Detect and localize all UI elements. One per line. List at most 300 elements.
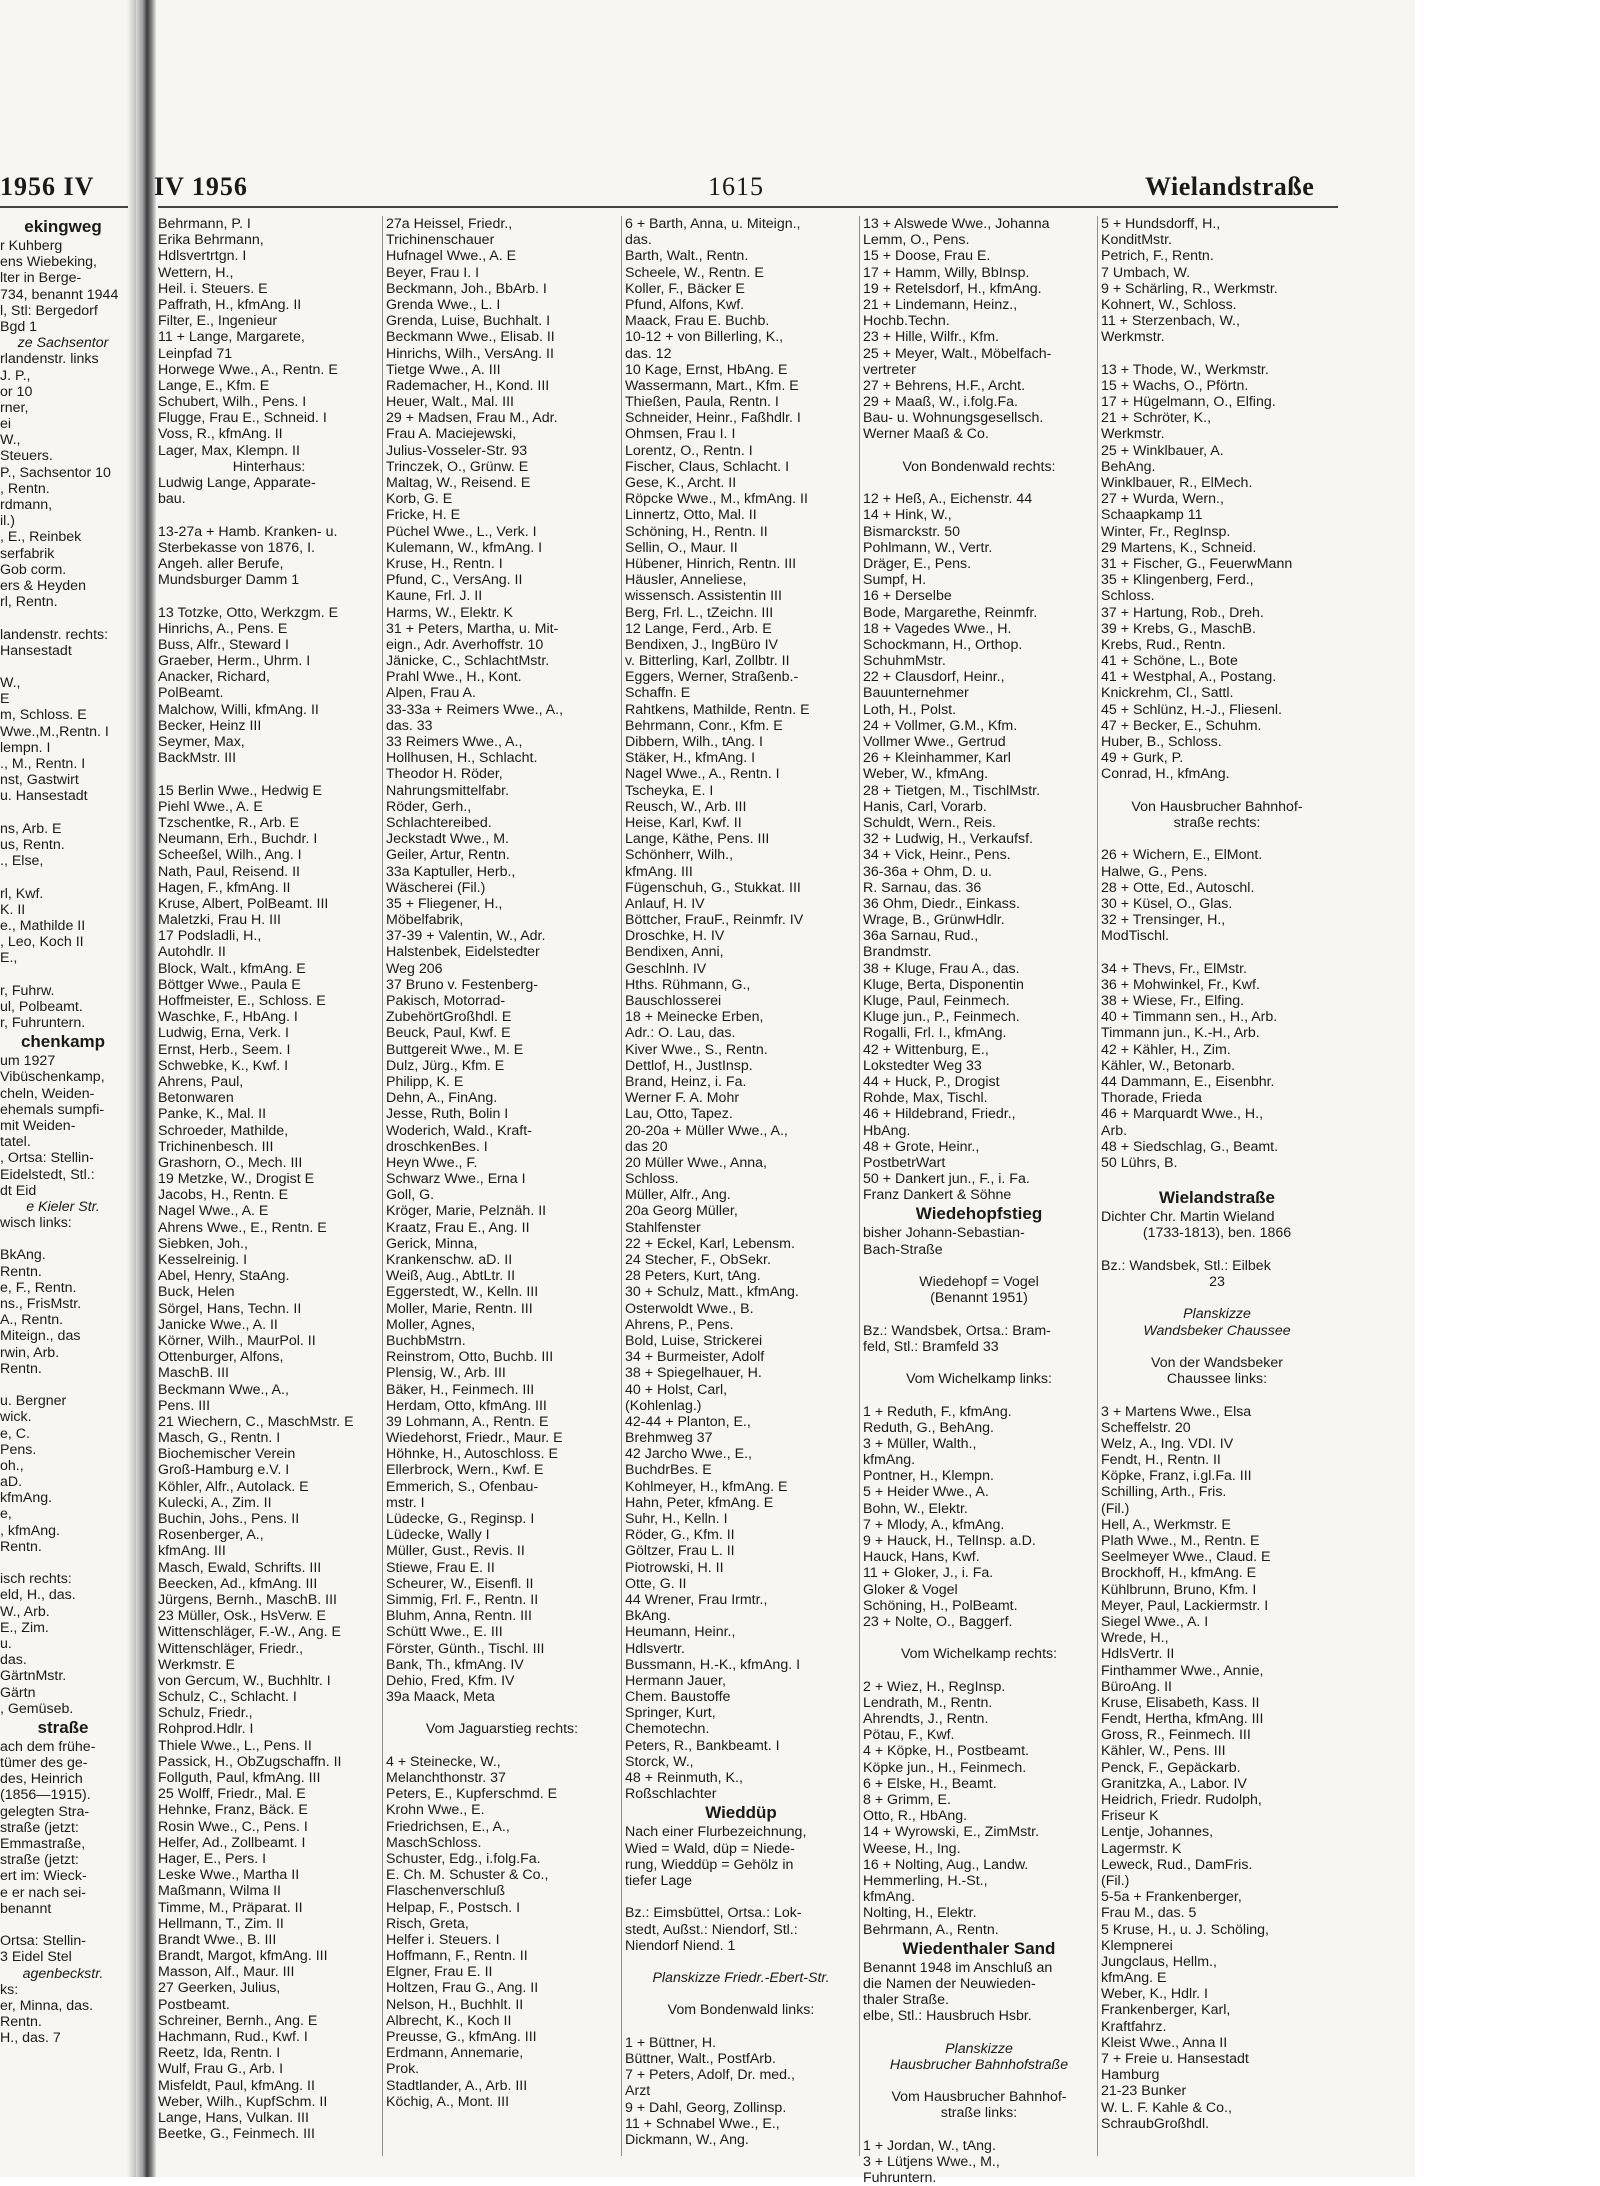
directory-line: Lorentz, O., Rentn. I	[625, 442, 753, 459]
directory-line: straße rechts:	[1173, 814, 1261, 831]
directory-line: Reetz, Ida, Rentn. I	[158, 2045, 281, 2062]
directory-line: Bz.: Wandsbek, Stl.: Eilbek	[1101, 1257, 1271, 1274]
directory-line: 32 + Ludwig, H., Verkaufsf.	[863, 831, 1033, 848]
directory-line: Maßmann, Wilma II	[158, 1883, 281, 1900]
directory-line: 29 + Madsen, Frau M., Adr.	[386, 410, 558, 427]
directory-line	[625, 1889, 857, 1905]
directory-line: Siegel Wwe., A. I	[1101, 1613, 1209, 1630]
directory-line: Böttcher, FrauF., Reinmfr. IV	[625, 912, 804, 929]
street-section-heading: straße	[37, 1717, 89, 1737]
directory-line: Hellmann, T., Zim. II	[158, 1915, 284, 1932]
directory-line: 44 Wrener, Frau Irmtr.,	[625, 1591, 768, 1608]
directory-line: Storck, W.,	[625, 1753, 694, 1770]
directory-line: Trichinenbesch. III	[158, 1138, 274, 1155]
directory-line: E.,	[0, 950, 18, 967]
directory-line: , Ortsa: Stellin-	[0, 1150, 94, 1167]
directory-line: 36-36a + Ohm, D. u.	[863, 863, 992, 880]
directory-line: Buttgereit Wwe., M. E	[386, 1041, 524, 1058]
page-number: 1615	[708, 172, 764, 201]
directory-line: Bismarckstr. 50	[863, 523, 960, 540]
directory-line: Jungclaus, Hellm.,	[1101, 1953, 1217, 1970]
directory-line: Werner F. A. Mohr	[625, 1090, 740, 1107]
directory-line: Röder, G., Kfm. II	[625, 1527, 735, 1544]
directory-line: ze Sachsentor	[17, 335, 109, 352]
directory-line: ehemals sumpfi-	[0, 1101, 105, 1118]
directory-line: Lange, Käthe, Pens. III	[625, 831, 770, 848]
directory-line: 24 Stecher, F., ObSekr.	[625, 1252, 771, 1268]
directory-line: Schulz, Friedr.,	[158, 1705, 253, 1722]
directory-line: 3 + Lütjens Wwe., M.,	[863, 2153, 1000, 2170]
directory-line: Penck, F., Gepäckarb.	[1101, 1759, 1241, 1776]
header-rule	[158, 206, 1338, 208]
directory-line: 1 + Reduth, F., kfmAng.	[863, 1403, 1012, 1420]
directory-line: 20 Müller Wwe., Anna,	[625, 1154, 767, 1171]
directory-line: Loth, H., Polst.	[863, 701, 957, 718]
directory-line: Angeh. aller Berufe,	[158, 555, 284, 572]
directory-line	[1101, 1290, 1333, 1306]
directory-line: 27 + Wurda, Wern.,	[1101, 491, 1224, 508]
directory-line: Weg 206	[386, 960, 443, 977]
directory-line: 22 + Eckel, Karl, Lebensm.	[625, 1235, 795, 1252]
directory-line: BehAng.	[1101, 458, 1156, 475]
directory-line: mstr. I	[386, 1494, 425, 1511]
directory-line: Hochb.Techn.	[863, 313, 950, 330]
directory-line: 48 + Reinmuth, K.,	[625, 1770, 743, 1786]
directory-line: Friseur K	[1101, 1808, 1159, 1825]
directory-line	[0, 1231, 126, 1247]
directory-line: Röpcke Wwe., M., kfmAng. II	[625, 491, 808, 508]
directory-line: Timmann jun., K.-H., Arb.	[1101, 1025, 1260, 1042]
directory-line: Göltzer, Frau L. II	[625, 1543, 735, 1560]
directory-line: 31 + Fischer, G., FeuerwMann	[1101, 555, 1293, 572]
directory-line: kfmAng.	[863, 1452, 916, 1469]
directory-line	[1101, 346, 1333, 362]
directory-line: Bold, Luise, Strickerei	[625, 1332, 763, 1349]
directory-line: Masch, G., Rentn. I	[158, 1430, 281, 1447]
directory-line: W.,	[0, 432, 21, 449]
directory-line: Emmerich, S., Ofenbau-	[386, 1478, 539, 1495]
directory-line: Nagel Wwe., A., Rentn. I	[625, 766, 780, 783]
directory-line: Fischer, Claus, Schlacht. I	[625, 458, 790, 475]
directory-line: 4 + Köpke, H., Postbeamt.	[863, 1743, 1030, 1760]
directory-line: Hdlsvertrtgn. I	[158, 248, 247, 265]
directory-line: 8 + Grimm, E.	[863, 1792, 951, 1808]
directory-line: 34 + Vick, Heinr., Pens.	[863, 847, 1011, 864]
directory-line: e,	[0, 1506, 12, 1523]
directory-line: 34 + Burmeister, Adolf	[625, 1349, 765, 1366]
directory-line: Brandt Wwe., B. III	[158, 1931, 277, 1948]
directory-line: Malchow, Willi, kfmAng. II	[158, 701, 319, 718]
directory-line: Timme, M., Präparat. II	[158, 1899, 303, 1916]
directory-line: MaschSchloss.	[386, 1834, 482, 1851]
directory-line: 17 + Hamm, Willy, BbInsp.	[863, 264, 1030, 281]
directory-line	[1101, 1171, 1333, 1187]
directory-line: straße (jetzt:	[0, 1852, 79, 1869]
directory-line: Ludwig Lange, Apparate-	[158, 475, 316, 491]
directory-line: 23 + Nolte, O., Baggerf.	[863, 1613, 1013, 1630]
directory-line: Kruse, Elisabeth, Kass. II	[1101, 1694, 1260, 1711]
directory-line: Kraftfahrz.	[1101, 2018, 1167, 2035]
directory-line: Hufnagel Wwe., A. E	[386, 248, 517, 265]
directory-line: Schulz, C., Schlacht. I	[158, 1689, 297, 1706]
directory-line: Gerick, Minna,	[386, 1235, 478, 1252]
directory-line: Häusler, Anneliese,	[625, 572, 747, 589]
directory-line: Körner, Wilh., MaurPol. II	[158, 1332, 316, 1349]
directory-line: Preusse, G., kfmAng. III	[386, 2029, 537, 2045]
page-margin	[1415, 0, 1600, 2177]
directory-line	[863, 1663, 1095, 1679]
directory-line: Prahl Wwe., H., Kont.	[386, 669, 522, 686]
directory-line: Brehmweg 37	[625, 1430, 713, 1447]
directory-line: 13 + Thode, W., Werkmstr.	[1101, 361, 1269, 378]
directory-line: 38 + Kluge, Frau A., das.	[863, 960, 1020, 977]
directory-line: bisher Johann-Sebastian-	[863, 1225, 1025, 1242]
directory-line: E. Ch. M. Schuster & Co.,	[386, 1867, 549, 1884]
directory-line: cheln, Weiden-	[0, 1085, 95, 1102]
directory-line: r Kuhberg	[0, 238, 63, 254]
directory-line: Dulz, Jürg., Kfm. E	[386, 1057, 505, 1074]
directory-line: Lendrath, M., Rentn.	[863, 1694, 993, 1711]
directory-line: Petrich, F., Rentn.	[1101, 248, 1214, 265]
directory-line: Tzschentke, R., Arb. E	[158, 814, 300, 831]
directory-line: Kraatz, Frau E., Ang. II	[386, 1219, 530, 1236]
directory-line: Werkmstr. E	[158, 1656, 235, 1673]
directory-line: Kluge jun., P., Feinmech.	[863, 1009, 1020, 1026]
directory-line: Kohlmeyer, H., kfmAng. E	[625, 1478, 788, 1495]
directory-line: Rentn.	[0, 2014, 42, 2031]
directory-line: Hinrichs, Wilh., VersAng. II	[386, 345, 554, 362]
directory-line: ers & Heyden	[0, 577, 86, 594]
directory-line: Panke, K., Mal. II	[158, 1106, 267, 1123]
directory-line: ., Else,	[0, 853, 44, 870]
book-spine	[136, 0, 156, 2177]
directory-line: 30 + Küsel, O., Glas.	[1101, 895, 1233, 912]
directory-line: 25 Wolff, Friedr., Mal. E	[158, 1786, 306, 1803]
directory-line: Vibüschenkamp,	[0, 1069, 105, 1086]
directory-line: Pfund, C., VersAng. II	[386, 572, 523, 589]
directory-line: 21 Wiechern, C., MaschMstr. E	[158, 1413, 354, 1430]
directory-line	[863, 475, 1095, 491]
directory-line: Leinpfad 71	[158, 345, 233, 362]
directory-line: 5 Kruse, H., u. J. Schöling,	[1101, 1921, 1269, 1938]
directory-line: Rogalli, Frl. I., kfmAng.	[863, 1025, 1007, 1042]
directory-line: Droschke, H. IV	[625, 928, 725, 945]
directory-line: E., Zim.	[0, 1619, 49, 1636]
directory-line: (Kohlenlag.)	[625, 1397, 702, 1414]
directory-line: Bz.: Wandsbek, Ortsa.: Bram-	[863, 1322, 1051, 1339]
directory-line: Lagermstr. K	[1101, 1840, 1182, 1857]
directory-line: GärtnMstr.	[0, 1668, 67, 1685]
directory-line: 21 + Schröter, K.,	[1101, 410, 1212, 427]
column-divider	[1097, 216, 1098, 2156]
directory-line: us, Rentn.	[0, 836, 65, 853]
directory-line: Franz Dankert & Söhne	[863, 1187, 1012, 1204]
directory-line: 46 + Marquardt Wwe., H.,	[1101, 1106, 1264, 1123]
directory-line: von Gercum, W., Buchhltr. I	[158, 1672, 331, 1689]
directory-line: 23	[1209, 1274, 1225, 1290]
directory-line: Schaffn. E	[625, 685, 691, 702]
directory-line: 19 + Retelsdorf, H., kfmAng.	[863, 280, 1042, 297]
directory-line: Jacobs, H., Rentn. E	[158, 1187, 289, 1204]
directory-line: 33a Kaptuller, Herb.,	[386, 863, 516, 880]
directory-line: 23 Müller, Osk., HsVerw. E	[158, 1608, 326, 1625]
directory-line: 11 + Schnabel Wwe., E.,	[625, 2115, 780, 2132]
directory-line: Buss, Alfr., Steward I	[158, 636, 289, 653]
directory-line: Bau- u. Wohnungsgesellsch.	[863, 410, 1044, 427]
directory-line: Kröger, Marie, Pelznäh. II	[386, 1203, 547, 1220]
street-section-heading: ekingweg	[24, 217, 102, 236]
directory-line: Hausbrucher Bahnhofstraße	[889, 2056, 1069, 2073]
directory-line: 33-33a + Reimers Wwe., A.,	[386, 701, 564, 718]
column-divider	[382, 216, 383, 2156]
directory-line: Ottenburger, Alfons,	[158, 1349, 284, 1366]
directory-line: Geiler, Artur, Rentn.	[386, 847, 510, 864]
directory-line: Vollmer Wwe., Gertrud	[863, 734, 1006, 750]
directory-line: lter in Berge-	[0, 270, 82, 287]
directory-line: 24 + Vollmer, G.M., Kfm.	[863, 717, 1018, 734]
directory-line: Peters, E., Kupferschmd. E	[386, 1786, 558, 1803]
directory-column-1	[158, 216, 380, 2166]
directory-line: e Kieler Str.	[26, 1198, 100, 1215]
directory-line: gelegten Stra-	[0, 1803, 90, 1820]
directory-line: BüroAng. II	[1101, 1678, 1172, 1695]
directory-line: Thorade, Frieda	[1101, 1090, 1202, 1107]
directory-line: Rosin Wwe., C., Pens. I	[158, 1818, 308, 1835]
directory-line: Jeckstadt Wwe., M.	[386, 831, 509, 848]
directory-line	[863, 2024, 1095, 2040]
directory-line: 32 + Trensinger, H.,	[1101, 912, 1226, 929]
directory-line: Erika Behrmann,	[158, 232, 264, 249]
directory-line: Trinczek, O., Grünw. E	[386, 458, 529, 475]
directory-line: ach dem frühe-	[0, 1738, 96, 1755]
directory-line: BackMstr. III	[158, 750, 237, 767]
street-section-heading: Wiedenthaler Sand	[902, 1938, 1056, 1958]
directory-line: Follguth, Paul, kfmAng. III	[158, 1770, 321, 1786]
directory-line	[0, 966, 126, 982]
directory-line: mit Weiden-	[0, 1117, 76, 1134]
directory-line: 17 + Hügelmann, O., Elfing.	[1101, 394, 1276, 411]
directory-line: Behrmann, P. I	[158, 216, 251, 232]
directory-line: feld, Stl.: Bramfeld 33	[863, 1338, 999, 1355]
directory-line: Sellin, O., Maur. II	[625, 539, 738, 556]
directory-line	[625, 2019, 857, 2035]
directory-line: BuchbMstrn.	[386, 1332, 466, 1349]
directory-line: Bluhm, Anna, Rentn. III	[386, 1608, 532, 1625]
directory-line: Welz, A., Ing. VDI. IV	[1101, 1435, 1234, 1452]
directory-line: ert im: Wieck-	[0, 1868, 87, 1885]
directory-line	[625, 1954, 857, 1970]
directory-line: Postbeamt.	[158, 1996, 230, 2013]
directory-line: 16 + Nolting, Aug., Landw.	[863, 1856, 1029, 1873]
directory-line: Piotrowski, H. II	[625, 1559, 724, 1576]
directory-line: Hths. Rühmann, G.,	[625, 976, 751, 993]
directory-line	[1101, 1242, 1333, 1258]
directory-line: 34 + Thevs, Fr., ElMstr.	[1101, 960, 1247, 977]
directory-line: u. Hansestadt	[0, 788, 88, 805]
directory-line: Maletzki, Frau H. III	[158, 912, 281, 929]
directory-line: 30 + Schulz, Matt., kfmAng.	[625, 1284, 799, 1301]
directory-line: Hager, E., Pers. I	[158, 1850, 267, 1867]
directory-line: 36 Ohm, Diedr., Einkass.	[863, 895, 1020, 912]
directory-line: 7 + Mlody, A., kfmAng.	[863, 1516, 1005, 1533]
directory-line: Reduth, G., BehAng.	[863, 1419, 994, 1436]
directory-line: ns., FrisMstr.	[0, 1296, 82, 1312]
directory-line: wisch links:	[0, 1215, 72, 1232]
directory-line: Kruse, Albert, PolBeamt. III	[158, 895, 329, 912]
directory-line: die Namen der Neuwieden-	[863, 1975, 1036, 1992]
directory-line: Barth, Walt., Rentn.	[625, 248, 749, 265]
directory-line: 9 + Dahl, Georg, Zollinsp.	[625, 2099, 787, 2116]
directory-line: Vom Jaguarstieg rechts:	[425, 1721, 579, 1738]
directory-line: Moller, Marie, Rentn. III	[386, 1300, 533, 1317]
directory-line: Planskizze	[1183, 1306, 1251, 1323]
directory-line: Maltag, W., Reisend. E	[386, 475, 531, 491]
directory-line: Grashorn, O., Mech. III	[158, 1154, 303, 1171]
directory-line	[863, 1258, 1095, 1274]
directory-line: (Fil.)	[1101, 1872, 1130, 1889]
directory-line: Böttger Wwe., Paula E	[158, 976, 301, 993]
directory-line: 7 Umbach, W.	[1101, 264, 1191, 281]
directory-line: Otto, R., HbAng.	[863, 1808, 968, 1825]
directory-line: Pens.	[0, 1441, 37, 1458]
directory-line: 41 + Westphal, A., Postang.	[1101, 669, 1277, 686]
directory-line: MaschB. III	[158, 1365, 229, 1382]
directory-line: Bauunternehmer	[863, 685, 969, 702]
directory-line: Heise, Karl, Kwf. II	[625, 814, 742, 831]
directory-line: Kluge, Berta, Disponentin	[863, 976, 1024, 993]
directory-line: Eidelstedt, Stl.:	[0, 1166, 95, 1183]
directory-line: 6 + Elske, H., Beamt.	[863, 1775, 997, 1792]
directory-line: Flaschenverschluß	[386, 1883, 506, 1900]
directory-line: 4 + Steinecke, W.,	[386, 1753, 501, 1770]
directory-line: , Leo, Koch II	[0, 934, 84, 951]
directory-line: Lange, E., Kfm. E	[158, 377, 270, 394]
directory-line: das 20	[625, 1138, 668, 1155]
directory-line: 39 Lohmann, A., Rentn. E	[386, 1413, 549, 1430]
directory-line: Bank, Th., kfmAng. IV	[386, 1656, 524, 1673]
directory-line: rdmann,	[0, 497, 53, 513]
directory-line: Siebken, Joh.,	[158, 1235, 248, 1252]
directory-line	[1101, 783, 1333, 799]
directory-line: Thießen, Paula, Rentn. I	[625, 394, 779, 411]
directory-line: Flugge, Frau E., Schneid. I	[158, 410, 327, 427]
directory-line: Wäscherei (Fil.)	[386, 879, 486, 896]
directory-line: 29 Martens, K., Schneid.	[1101, 539, 1257, 556]
directory-line: das. 12	[625, 345, 672, 362]
directory-line: Rosenberger, A.,	[158, 1527, 264, 1544]
directory-line: Halstenbek, Eidelstedter	[386, 944, 540, 961]
directory-line: Bach-Straße	[863, 1241, 943, 1258]
directory-line: Jänicke, C., SchlachtMstr.	[386, 653, 550, 670]
directory-line: Schöning, H., Rentn. II	[625, 523, 768, 540]
directory-line: aD.	[0, 1474, 23, 1491]
directory-line: Dichter Chr. Martin Wieland	[1101, 1209, 1275, 1226]
directory-line: Rademacher, H., Kond. III	[386, 377, 550, 394]
directory-line: 13 Totzke, Otto, Werkzgm. E	[158, 604, 339, 621]
directory-line: Autohdlr. II	[158, 944, 226, 961]
directory-line: 3 + Martens Wwe., Elsa	[1101, 1403, 1252, 1420]
directory-line	[386, 1738, 618, 1754]
directory-line: rwin, Arb.	[0, 1344, 60, 1361]
directory-line: Springer, Kurt,	[625, 1705, 716, 1722]
directory-line: Röder, Gerh.,	[386, 798, 472, 815]
directory-line: Wrede, H.,	[1101, 1630, 1169, 1647]
directory-line: Schockmann, H., Orthop.	[863, 636, 1023, 653]
directory-line	[0, 805, 126, 821]
directory-line: kfmAng.	[0, 1490, 53, 1507]
directory-line: wissensch. Assistentin III	[625, 588, 782, 605]
directory-line: 29 + Maaß, W., i.folg.Fa.	[863, 394, 1018, 411]
directory-line: 40 + Timmann sen., H., Arb.	[1101, 1009, 1278, 1026]
directory-line: Maack, Frau E. Buchb.	[625, 313, 770, 330]
directory-line: isch rechts:	[0, 1571, 72, 1588]
directory-line: Stäker, H., kfmAng. I	[625, 750, 756, 767]
directory-line: Hoffmann, F., Rentn. II	[386, 1948, 528, 1965]
directory-line: Ahrens Wwe., E., Rentn. E	[158, 1219, 327, 1236]
directory-line: 50 + Dankert jun., F., i. Fa.	[863, 1171, 1030, 1188]
directory-line: Wiedehopf = Vogel	[919, 1274, 1039, 1290]
directory-line: kfmAng. III	[625, 863, 693, 880]
directory-line: il.)	[0, 513, 15, 530]
directory-line: 15 Berlin Wwe., Hedwig E	[158, 782, 323, 799]
directory-line: Simmig, Frl. F., Rentn. II	[386, 1591, 539, 1608]
directory-line: rner,	[0, 399, 29, 416]
directory-line: u. Bergner	[0, 1393, 67, 1410]
directory-line: 33 Reimers Wwe., A.,	[386, 734, 523, 750]
directory-line: Pötau, F., Kwf.	[863, 1727, 955, 1744]
directory-line: 38 + Spiegelhauer, H.	[625, 1365, 762, 1382]
directory-line: Schönherr, Wilh.,	[625, 847, 734, 864]
directory-line: Schöning, H., PolBeamt.	[863, 1597, 1018, 1614]
directory-line: Hamburg	[1101, 2067, 1160, 2084]
directory-line: stedt, Außst.: Niendorf, Stl.:	[625, 1921, 798, 1938]
directory-line: Müller, Alfr., Ang.	[625, 1187, 731, 1204]
directory-line: Steuers.	[0, 448, 53, 465]
directory-line: (Fil.)	[1101, 1500, 1130, 1517]
directory-line: P., Sachsentor 10	[0, 464, 111, 481]
directory-line: Wassermann, Mart., Kfm. E	[625, 377, 799, 394]
directory-line: Gärtn	[0, 1684, 36, 1701]
directory-line: 9 + Schärling, R., Werkmstr.	[1101, 280, 1278, 297]
street-section-heading: Wielandstraße	[1158, 1188, 1276, 1208]
directory-line: 16 + Derselbe	[863, 588, 952, 605]
directory-line: er, Minna, das.	[0, 1997, 94, 2014]
directory-line: , Gemüseb.	[0, 1700, 74, 1717]
directory-line: Beetke, G., Feinmech. III	[158, 2126, 315, 2143]
directory-line: Goll, G.	[386, 1187, 435, 1204]
directory-line: Wittenschläger, F.-W., Ang. E	[158, 1624, 341, 1641]
directory-line: Hemmerling, H.-St.,	[863, 1872, 988, 1889]
directory-line: Helfer i. Steuers. I	[386, 1931, 500, 1948]
directory-line: 9 + Hauck, H., TelInsp. a.D.	[863, 1533, 1036, 1549]
directory-line: Graeber, Herm., Uhrm. I	[158, 653, 311, 670]
directory-line: Piehl Wwe., A. E	[158, 798, 263, 815]
directory-line: Melanchthonstr. 37	[386, 1770, 506, 1786]
directory-line: Behrmann, A., Rentn.	[863, 1921, 999, 1938]
directory-line: Wwe.,M.,Rentn. I	[0, 723, 109, 740]
directory-line: 50 Lührs, B.	[1101, 1154, 1178, 1171]
directory-line: 47 + Becker, E., Schuhm.	[1101, 717, 1262, 734]
directory-line	[158, 588, 380, 604]
directory-line: Herdam, Otto, kfmAng. III	[386, 1397, 547, 1414]
directory-line: Klempnerei	[1101, 1937, 1173, 1954]
directory-line: r, Fuhruntern.	[0, 1015, 86, 1031]
directory-line: Hell, A., Werkmstr. E	[1101, 1516, 1231, 1533]
directory-line: Schubert, Wilh., Pens. I	[158, 394, 307, 411]
directory-line: Masch, Ewald, Schrifts. III	[158, 1559, 322, 1576]
directory-line: 5 + Hundsdorff, H.,	[1101, 216, 1221, 232]
directory-line: PostbetrWart	[863, 1154, 946, 1171]
